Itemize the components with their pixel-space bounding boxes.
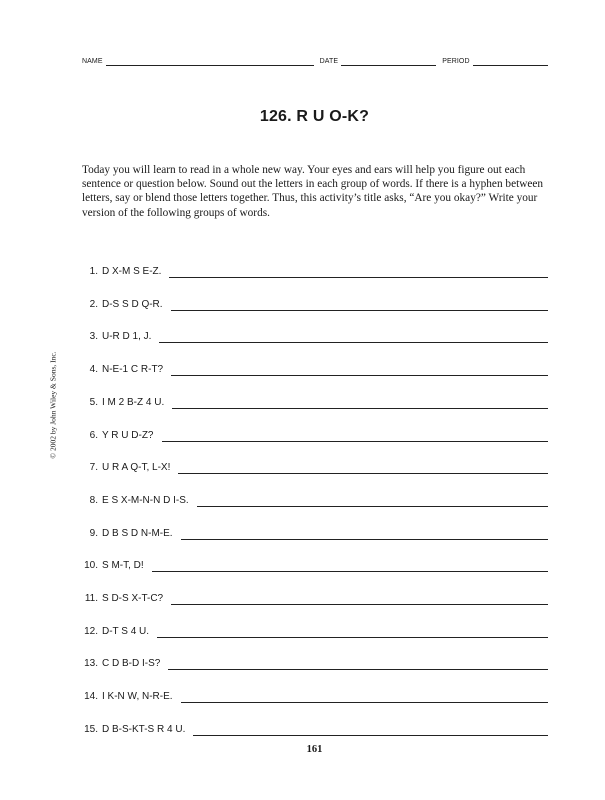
- answer-line[interactable]: [181, 691, 548, 703]
- exercise-number: 6.: [89, 429, 98, 441]
- exercise-number: 2.: [89, 298, 98, 310]
- exercise-item: [78, 395, 548, 409]
- exercise-number: 14.: [84, 691, 98, 703]
- exercise-prompt: D-S S D Q-R.: [102, 298, 163, 310]
- exercise-prompt: D B S D N-M-E.: [102, 527, 173, 539]
- exercise-item: [78, 329, 548, 343]
- exercise-item: [78, 526, 548, 540]
- exercise-number: 9.: [89, 527, 98, 539]
- date-field[interactable]: [341, 59, 436, 66]
- exercise-prompt: D X-M S E-Z.: [102, 266, 162, 277]
- answer-line[interactable]: [162, 430, 549, 442]
- answer-line[interactable]: [181, 528, 548, 540]
- exercise-number: 15.: [84, 723, 98, 735]
- answer-line[interactable]: [178, 462, 548, 474]
- answer-line[interactable]: [157, 626, 548, 638]
- answer-line[interactable]: [172, 397, 548, 409]
- answer-line[interactable]: [171, 299, 548, 311]
- name-field[interactable]: [106, 59, 314, 66]
- exercise-item: [78, 656, 548, 670]
- exercise-number: 8.: [89, 494, 98, 506]
- period-label: PERIOD: [442, 58, 470, 65]
- exercise-number: 1.: [89, 266, 98, 277]
- exercise-number: 12.: [84, 625, 98, 637]
- exercise-item: [78, 362, 548, 376]
- exercise-prompt: Y R U D-Z?: [102, 429, 154, 441]
- exercise-prompt: D-T S 4 U.: [102, 625, 150, 637]
- instructions-paragraph: Today you will learn to read in a whole new way. Your eyes and ears will help you figure out each sentence or question below. Sound out the letters in each group of words. If there is a hyphen between letters, say or blend those letters together. Thus, this activity’s title asks, “Are you okay?” Write your version of the following groups of words.: [82, 164, 544, 219]
- exercise-item: [78, 460, 548, 474]
- answer-line[interactable]: [193, 724, 548, 736]
- exercise-prompt: D B-S-KT-S R 4 U.: [102, 723, 186, 735]
- page-number: 161: [306, 744, 323, 755]
- exercise-item: [78, 689, 548, 703]
- exercise-number: 7.: [89, 462, 98, 474]
- name-label: NAME: [82, 58, 103, 65]
- date-label: DATE: [319, 58, 339, 65]
- copyright-notice: © 2002 by John Wiley & Sons, Inc.: [48, 351, 58, 459]
- exercise-number: 4.: [89, 364, 98, 376]
- answer-line[interactable]: [171, 364, 548, 376]
- exercise-prompt: E S X-M-N-N D I-S.: [102, 494, 189, 506]
- answer-line[interactable]: [168, 658, 548, 670]
- page-title: 126. R U O-K?: [259, 108, 370, 125]
- exercise-prompt: I M 2 B-Z 4 U.: [102, 396, 165, 408]
- exercise-prompt: N-E-1 C R-T?: [102, 364, 164, 376]
- exercise-item: [78, 297, 548, 311]
- exercise-prompt: S D-S X-T-C?: [102, 593, 164, 604]
- period-field[interactable]: [473, 59, 548, 66]
- exercise-item: [78, 591, 548, 605]
- exercise-number: 13.: [84, 658, 98, 670]
- exercise-prompt: U-R D 1, J.: [102, 331, 152, 343]
- answer-line[interactable]: [171, 593, 548, 605]
- student-info-header: [82, 54, 548, 66]
- answer-line[interactable]: [197, 495, 548, 507]
- answer-line[interactable]: [159, 331, 548, 343]
- exercise-item: [78, 428, 548, 442]
- exercise-prompt: I K-N W, N-R-E.: [102, 691, 173, 703]
- exercise-item: [78, 493, 548, 507]
- exercise-item: [78, 558, 548, 572]
- exercise-item: [78, 624, 548, 638]
- exercise-number: 3.: [89, 331, 98, 343]
- exercise-number: 10.: [84, 560, 98, 572]
- exercise-item: [78, 722, 548, 736]
- exercise-prompt: S M-T, D!: [102, 560, 144, 572]
- answer-line[interactable]: [152, 560, 548, 572]
- exercise-number: 5.: [89, 396, 98, 408]
- exercise-prompt: C D B-D I-S?: [102, 658, 161, 670]
- exercise-prompt: U R A Q-T, L-X!: [102, 462, 171, 474]
- exercise-number: 11.: [84, 593, 98, 604]
- exercise-item: [78, 264, 548, 278]
- answer-line[interactable]: [169, 266, 548, 278]
